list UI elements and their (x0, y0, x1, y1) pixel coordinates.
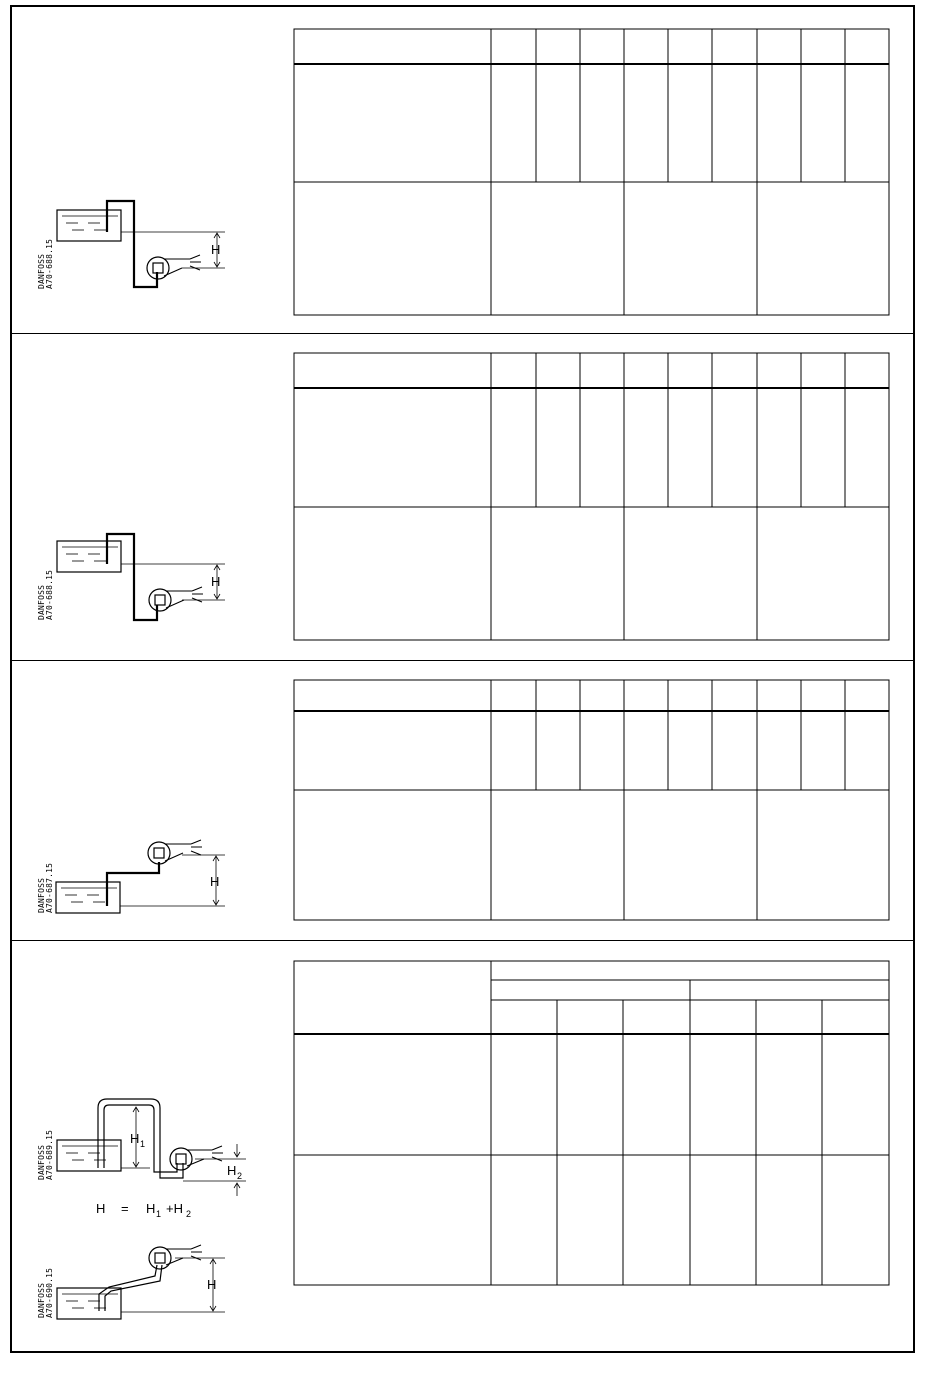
drawing-code-line2: A70-689.15 (45, 1129, 54, 1180)
drawing-code-line1: DANFOSS (37, 1282, 46, 1318)
spec-table-1 (294, 29, 889, 315)
drawing-code-line1: DANFOSS (37, 1144, 46, 1180)
formula-lhs: H (96, 1201, 106, 1216)
h1-subscript: 1 (140, 1139, 146, 1149)
spec-table-3 (294, 680, 889, 920)
pump-diagram-5 (57, 1245, 225, 1319)
height-label: H (210, 874, 220, 889)
drawing-code-line2: A70-688.15 (45, 569, 54, 620)
drawing-code-line1: DANFOSS (37, 877, 46, 913)
h1-label: H (130, 1131, 140, 1146)
formula-term1: H (146, 1201, 156, 1216)
h2-label: H (227, 1163, 237, 1178)
height-label: H (211, 242, 221, 257)
pump-diagram-2 (57, 534, 225, 620)
formula-plus-term2: +H (166, 1201, 183, 1216)
height-label: H (207, 1277, 217, 1292)
height-label: H (211, 574, 221, 589)
drawing-code-line2: A70-687.15 (45, 862, 54, 913)
drawing-code-line2: A70-690.15 (45, 1267, 54, 1318)
drawing-code-line1: DANFOSS (37, 584, 46, 620)
pump-diagram-1 (57, 201, 225, 287)
formula-term1-sub: 1 (156, 1209, 162, 1219)
pump-diagram-4 (57, 1099, 246, 1196)
pump-diagram-3 (56, 840, 225, 913)
spec-table-4 (294, 961, 889, 1285)
formula-equals: = (121, 1201, 129, 1216)
drawing-code-line2: A70-688.15 (45, 238, 54, 289)
formula-term2-sub: 2 (186, 1209, 192, 1219)
spec-table-2 (294, 353, 889, 640)
h2-subscript: 2 (237, 1171, 243, 1181)
drawing-code-line1: DANFOSS (37, 253, 46, 289)
